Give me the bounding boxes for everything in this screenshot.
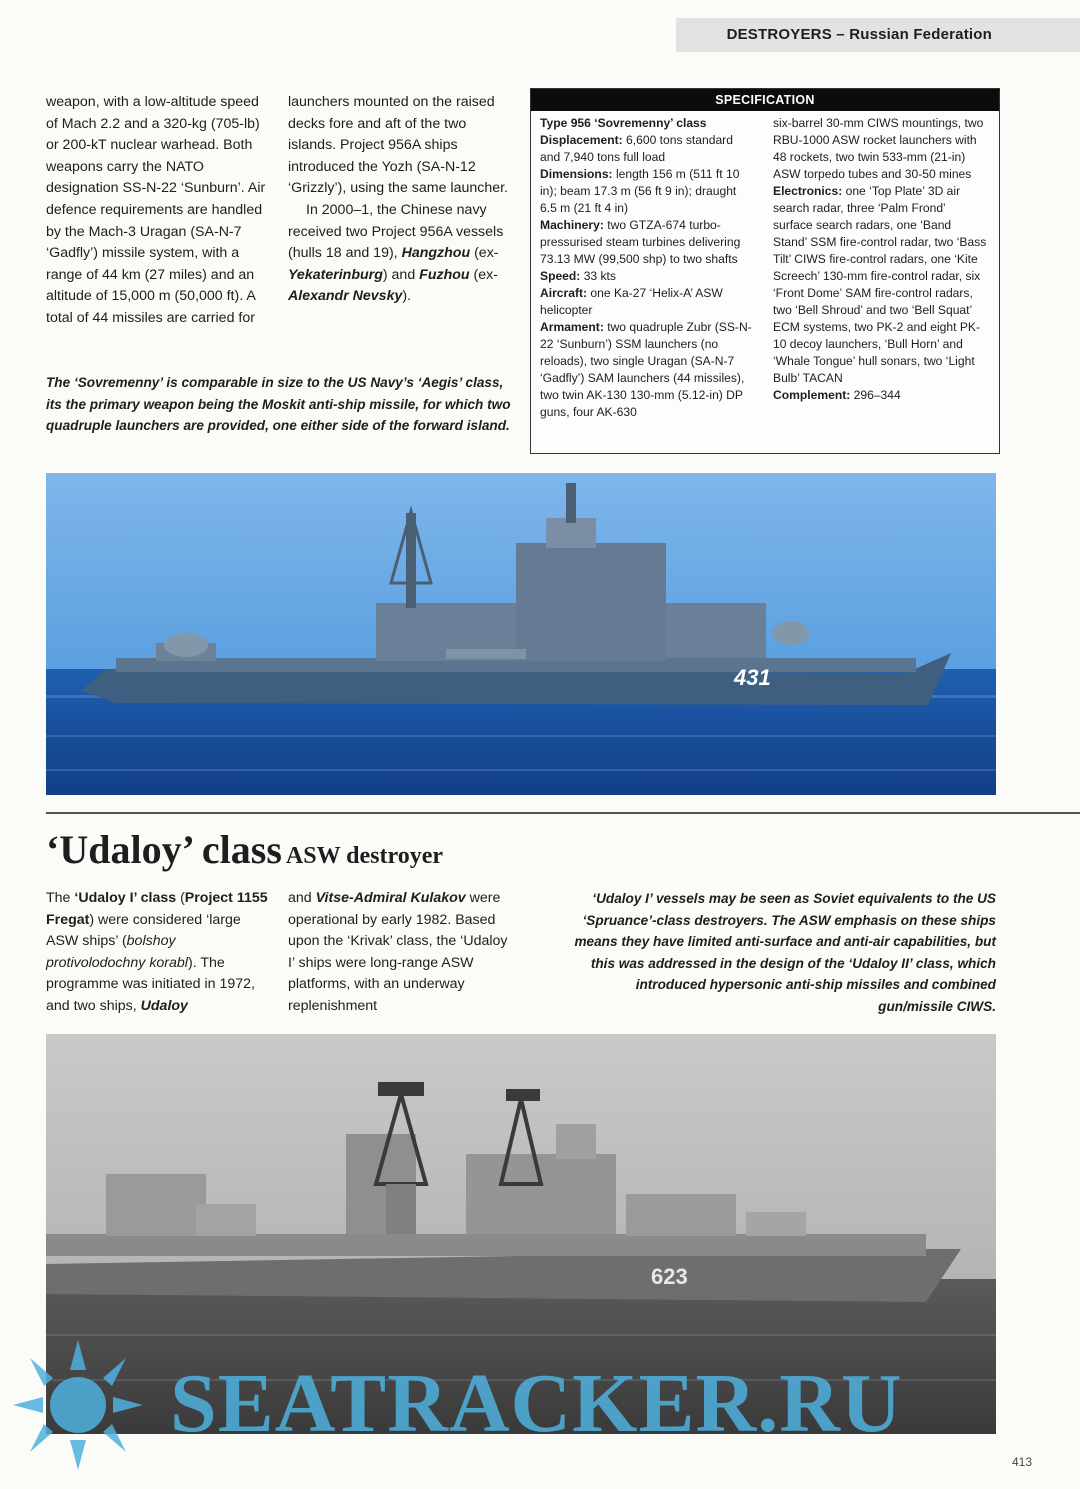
header-separator: – [831, 26, 850, 43]
body-column-4 [288, 888, 510, 1018]
spec-label: Machinery: [540, 218, 604, 232]
body-column-3 [46, 888, 268, 1018]
col3-text: The [46, 890, 75, 906]
sovremenny-ship-illustration [46, 473, 996, 795]
running-header [676, 18, 1080, 52]
spec-label: Aircraft: [540, 286, 588, 300]
spec-electronics: one ‘Top Plate’ 3D air search radar, three ‘Palm Frond’ surface search radars, one ‘Band Stand’ SSM fire-control radar, two ‘Bass Tilt’ CIWS fire-control radars, one ‘Kite Screech’ 130-mm fire-control radar, six ‘Front Dome’ SAM fire-control radars, two ‘Bell Shroud’ and two ‘Bell Squat’ ECM systems, two PK-2 and eight PK-10 decoy launchers, ‘Bull Horn’ and ‘Whale Tongue’ hull sonars, two ‘Light Bulb’ TACAN [773, 184, 987, 385]
page-number: 413 [1011, 1455, 1032, 1469]
section-title [46, 826, 443, 873]
spec-class-name: Type 956 ‘Sovremenny’ class [540, 116, 707, 130]
col3-bold: ‘Udaloy I’ class [74, 890, 177, 906]
col4-paragraph [288, 888, 510, 1018]
spec-machinery: two GTZA-674 turbo-pressurised steam turbines delivering 73.13 MW (99,500 shp) to two shafts [540, 218, 741, 266]
body-column-1 [46, 92, 268, 330]
col2-text: In 2000–1, the Chinese navy received two Project 956A vessels (hulls 18 and 19), [288, 201, 504, 262]
spec-armament: two quadruple Zubr (SS-N-22 ‘Sunburn’) SSM launchers (no reloads), two single Uragan (SA-N-7 ‘Gadfly’) SAM launchers (44 missiles), two twin AK-130 130-mm (5.12-in) DP guns, four AK-630 [540, 320, 752, 419]
ship-name-vitse-admiral-kulakov: Vitse-Admiral Kulakov [315, 890, 466, 906]
col3-text: ) were considered ‘large ASW ships’ ( [46, 911, 241, 950]
spec-column-right [773, 115, 987, 404]
section-title-sub: ASW destroyer [285, 843, 444, 869]
spec-label: Armament: [540, 320, 604, 334]
body-column-2 [288, 92, 510, 308]
col4-text: were operational by early 1982. Based upon the ‘Krivak’ class, the ‘Udaloy I’ ships were long-range ASW platforms, with an underway replenishment [288, 890, 508, 1014]
specification-box [530, 88, 1000, 454]
udaloy-caption: ‘Udaloy I’ vessels may be seen as Soviet equivalents to the US ‘Spruance’-class destroyers. The ASW emphasis on these ships means they have limited anti-surface and anti-air capabilities, but this was addressed in the design of the ‘Udaloy II’ class, which introduced hypersonic anti-ship missiles and combined gun/missile CIWS. [574, 891, 996, 1014]
header-country: Russian Federation [849, 26, 992, 43]
col3-paragraph [46, 888, 268, 1018]
ship-name-alexandr-nevsky: Alexandr Nevsky [288, 288, 403, 305]
col2-text: (ex- [470, 245, 499, 262]
sovremenny-caption: The ‘Sovremenny’ is comparable in size to the US Navy’s ‘Aegis’ class, its the primary weapon being the Moskit anti-ship missile, for which two quadruple launchers are provided, one either side of the forward island. [46, 375, 511, 434]
hull-number-431: 431 [734, 665, 771, 690]
col2-paragraph-1: launchers mounted on the raised decks fore and aft of the two islands. Project 956A ships introduced the Yozh (SA-N-12 ‘Grizzly’), using the same launcher. [288, 94, 508, 197]
ship-name-hangzhou: Hangzhou [401, 245, 471, 262]
col1-paragraph: weapon, with a low-altitude speed of Mach 2.2 and a 320-kg (705-lb) or 200-kT nuclear warhead. Both weapons carry the NATO designation SS-N-22 ‘Sunburn’. Air defence requirements are handled by the Mach-3 Uragan (SA-N-7 ‘Gadfly’) missile system, with a range of 44 km (27 miles) and an altitude of 15,000 m (50,000 ft). A total of 44 missiles are carried for [46, 94, 266, 326]
col4-text: and [288, 890, 316, 906]
spec-label: Complement: [773, 388, 851, 402]
col2-text: ). [402, 288, 412, 305]
hull-number-623: 623 [651, 1264, 688, 1289]
watermark: SEATRACKER.RU [170, 1357, 903, 1450]
sun-logo-icon [8, 1340, 158, 1470]
spec-label: Speed: [540, 269, 581, 283]
spec-armament-continued: six-barrel 30-mm CIWS mountings, two RBU-1000 ASW rocket launchers with 48 rockets, two twin 533-mm (21-in) ASW torpedo tubes and 30-50 mines [773, 116, 984, 181]
col3-bold: Project 1155 Fregat [46, 890, 268, 928]
spec-label: Dimensions: [540, 167, 613, 181]
section-rule [46, 812, 1080, 814]
spec-dimensions: length 156 m (511 ft 10 in); beam 17.3 m (56 ft 9 in); draught 6.5 m (21 ft 4 in) [540, 167, 740, 215]
spec-displacement: 6,600 tons standard and 7,940 tons full load [540, 133, 733, 164]
ship-name-yekaterinburg: Yekaterinburg [288, 266, 383, 283]
col3-text: ). The programme was initiated in 1972, and two ships, [46, 954, 255, 1014]
section-title-main: ‘Udaloy’ class [46, 827, 282, 872]
ship-name-fuzhou: Fuzhou [419, 266, 470, 283]
spec-label: Displacement: [540, 133, 623, 147]
header-section: DESTROYERS [726, 26, 832, 43]
spec-aircraft: one Ka-27 ‘Helix-A’ ASW helicopter [540, 286, 723, 317]
col3-text: ( [176, 890, 185, 906]
col2-paragraph-2 [288, 200, 510, 308]
specification-heading: SPECIFICATION [531, 89, 999, 111]
col2-text: ) and [382, 266, 420, 283]
spec-column-left [540, 115, 754, 421]
col3-italic: bolshoy protivolodochny korabl [46, 933, 188, 971]
col2-text: (ex- [469, 266, 498, 283]
spec-label: Electronics: [773, 184, 843, 198]
spec-complement: 296–344 [850, 388, 901, 402]
ship-name-udaloy: Udaloy [140, 997, 188, 1014]
spec-speed: 33 kts [580, 269, 616, 283]
sovremenny-photo [46, 473, 996, 795]
